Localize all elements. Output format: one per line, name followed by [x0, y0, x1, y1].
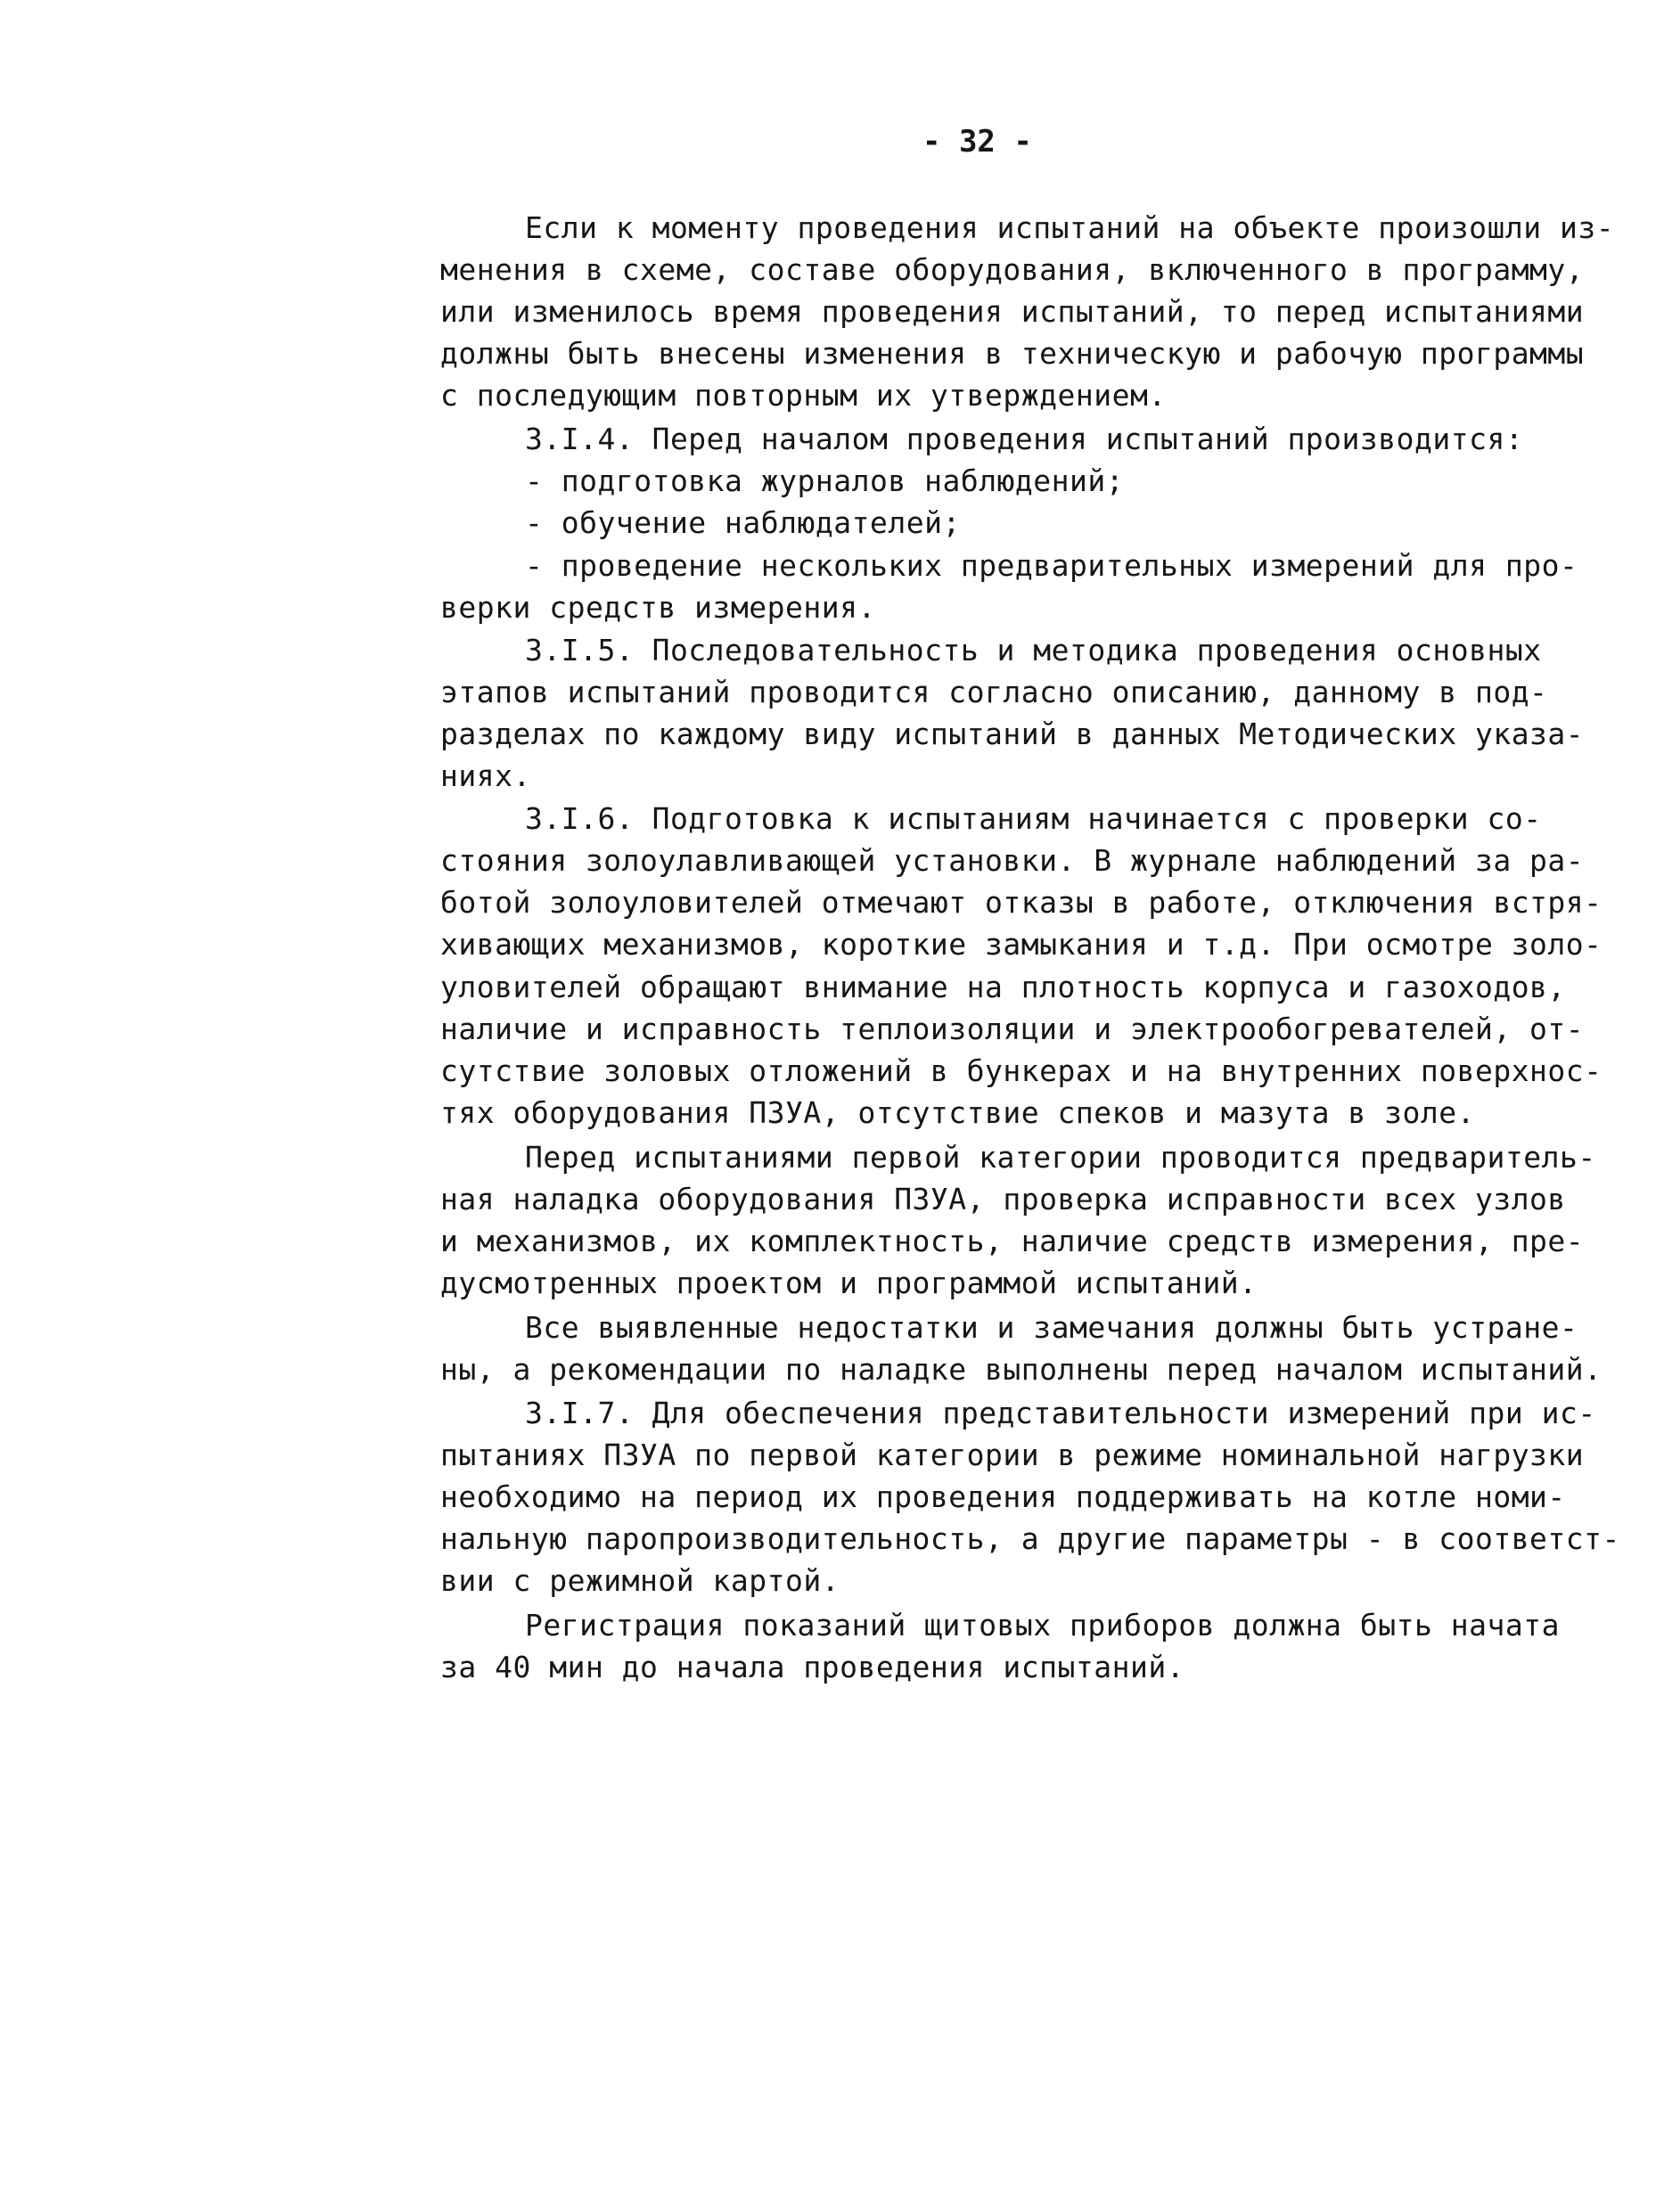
section-heading-3-1-5: 3.I.5. Последовательность и методика проведения основных	[525, 633, 1542, 668]
text-line: тях оборудования ПЗУА, отсутствие спеков и мазута в золе.	[440, 1095, 1475, 1130]
text-line: или изменилось время проведения испытаний, то перед испытаниями	[440, 294, 1585, 329]
text-line: ная наладка оборудования ПЗУА, проверка исправности всех узлов	[440, 1182, 1566, 1217]
text-line: дусмотренных проектом и программой испытаний.	[440, 1266, 1258, 1300]
text-line: Если к моменту проведения испытаний на объекте произошли из-	[525, 210, 1615, 245]
text-line: и механизмов, их комплектность, наличие средств измерения, пре-	[440, 1224, 1585, 1258]
text-line: должны быть внесены изменения в техническую и рабочую программы	[440, 336, 1585, 371]
text-line: ниях.	[440, 758, 531, 793]
text-line: менения в схеме, составе оборудования, включенного в программу,	[440, 252, 1585, 287]
text-line: с последующим повторным их утверждением.	[440, 378, 1167, 413]
text-line: уловителей обращают внимание на плотность корпуса и газоходов,	[440, 970, 1566, 1004]
text-line: верки средств измерения.	[440, 590, 876, 625]
section-heading-3-1-7: 3.I.7. Для обеспечения представительности измерений при ис-	[525, 1396, 1596, 1430]
list-item: - проведение нескольких предварительных измерений для про-	[525, 548, 1578, 583]
text-line: пытаниях ПЗУА по первой категории в режиме номинальной нагрузки	[440, 1438, 1585, 1472]
text-line: нальную паропроизводительность, а другие параметры - в соответст-	[440, 1521, 1620, 1556]
text-line: необходимо на период их проведения поддерживать на котле номи-	[440, 1479, 1566, 1514]
text-line: разделах по каждому виду испытаний в данных Методических указа-	[440, 717, 1585, 751]
text-line: за 40 мин до начала проведения испытаний.	[440, 1650, 1185, 1684]
text-line: ны, а рекомендации по наладке выполнены перед началом испытаний.	[440, 1352, 1603, 1387]
page-number: - 32 -	[922, 124, 1032, 160]
text-line: этапов испытаний проводится согласно описанию, данному в под-	[440, 675, 1548, 709]
section-heading-3-1-4: 3.I.4. Перед началом проведения испытаний производится:	[525, 422, 1524, 456]
text-line: Перед испытаниями первой категории проводится предваритель-	[525, 1140, 1596, 1175]
text-line: Регистрация показаний щитовых приборов должна быть начата	[525, 1608, 1560, 1643]
text-line: хивающих механизмов, короткие замыкания и т.д. При осмотре золо-	[440, 927, 1603, 962]
text-line: наличие и исправность теплоизоляции и электрообогревателей, от-	[440, 1012, 1585, 1046]
text-line: стояния золоулавливающей установки. В журнале наблюдений за ра-	[440, 843, 1585, 878]
text-line: ботой золоуловителей отмечают отказы в работе, отключения встря-	[440, 885, 1603, 920]
list-item: - обучение наблюдателей;	[525, 505, 961, 540]
text-line: вии с режимной картой.	[440, 1563, 840, 1598]
text-line: Все выявленные недостатки и замечания должны быть устране-	[525, 1310, 1578, 1345]
list-item: - подготовка журналов наблюдений;	[525, 463, 1125, 498]
section-heading-3-1-6: 3.I.6. Подготовка к испытаниям начинается с проверки со-	[525, 801, 1542, 836]
text-line: сутствие золовых отложений в бункерах и на внутренних поверхнос-	[440, 1053, 1603, 1088]
